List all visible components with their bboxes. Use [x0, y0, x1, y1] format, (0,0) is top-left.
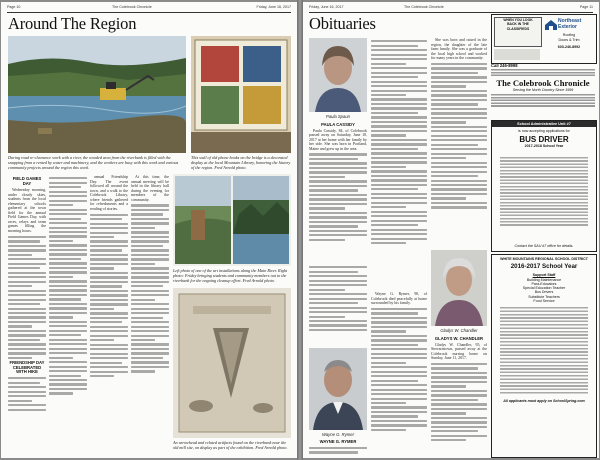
position-item: Special Education Teacher: [522, 286, 566, 291]
obituary-name-paula: PAULA CASSIDY: [321, 122, 355, 127]
right-folio: [309, 4, 593, 12]
obituary-text-paula: Paula Cassidy, 84, of Colebrook passed away on Saturday, June 10, 2017 at her home with her family by her side. She was born in Portland, Maine and grew up in the area.: [309, 128, 367, 151]
field-games-text: Wednesday morning, under cloudy skies, students from the local elementary schools gathered at the town field for the annual Field Games Day, with races, relays and team games filling the morning hours.: [8, 188, 46, 234]
classifieds-box: [494, 17, 542, 47]
bus-driver-title: BUS DRIVER: [519, 135, 569, 145]
obituary-column-2-lower: [371, 292, 427, 458]
obituary-portrait-gladys: [431, 250, 487, 326]
friendship-day-heading: FRIENDSHIP DAY CELEBRATED WITH HIKE: [9, 360, 45, 375]
obituary-text-gladys: Gladys W. Chandler, 95, of Stewartstown, passed away at the Colebrook nursing home on Sunday, June 11, 2017.: [431, 342, 487, 361]
collage-caption: Left photo of one of the art installations along the Main River. Right photo: Friday bringing students and community members out to the riverbank for the ongoing cleanup effort. Fred Arnold photo.: [173, 268, 288, 283]
bus-driver-ad: [491, 120, 597, 252]
support-staff-heading: Support Staff: [532, 273, 556, 278]
obituary-column-1-bottom: [309, 439, 367, 457]
obituary-name-wayne: WAYNE G. RYMER: [319, 439, 357, 444]
folio-page-number: Page 11: [579, 5, 593, 9]
section-title: Obituaries: [309, 14, 376, 33]
school-positions-ad: [491, 254, 597, 458]
left-text-column-2: [49, 175, 87, 455]
classifieds-banner: [494, 49, 540, 60]
folio-paper-name: The Colebrook Chronicle: [404, 5, 444, 9]
section-title: Around The Region: [8, 14, 137, 33]
obituary-column-3: [431, 38, 487, 248]
position-item: Substitute Teachers: [528, 294, 560, 299]
position-item: Bus Drivers: [534, 290, 554, 295]
northeast-line-1: Roofing: [562, 33, 576, 37]
folio-date: Friday, June 16, 2017: [256, 5, 291, 9]
obituary-continued-text: She was born and raised in the region, the daughter of the late farm family. She was a graduate of the local high school and worked for many years in the community.: [431, 38, 487, 61]
river-work-photo: [8, 36, 186, 153]
left-page: [1, 2, 297, 458]
chronicle-phone: Call 246-8998: [491, 64, 518, 68]
bus-driver-contact: Contact the SAU #7 office for details.: [514, 243, 574, 248]
positions-details: [500, 307, 588, 395]
artifacts-photo: [173, 288, 291, 438]
riverside-collage-photo: [173, 174, 291, 266]
obituary-portrait-wayne: [309, 348, 367, 430]
folio-paper-name: The Colebrook Chronicle: [112, 5, 152, 9]
obituary-column-1: [309, 122, 367, 262]
position-item: Food Service: [533, 299, 555, 304]
display-wall-photo: [191, 36, 291, 153]
northeast-exterior-ad: [491, 14, 597, 64]
position-item: Para-Educators: [531, 281, 557, 286]
folio-rule: [309, 12, 593, 13]
position-item: Building Maintenance: [526, 277, 562, 282]
classifieds-tag-1: WHEN YOU LOOK: [503, 18, 533, 22]
obituary-column-1-lower: [309, 264, 367, 346]
folio-date: Friday, June 16, 2017: [309, 5, 344, 9]
obituary-text-wayne: Wayne G. Rymer, 90, of Colebrook died peacefully at home surrounded by his family.: [371, 292, 427, 306]
obituary-column-3-lower: [431, 336, 487, 458]
obituary-name-gladys: GLADYS W. CHANDLER: [434, 336, 484, 341]
friendship-day-text: annual Friendship Day. The event followed all around the town, and a walk to the Colebrook Library, where friends gathered for refreshments and a reading of stories.: [90, 175, 128, 211]
schoolspring-notice: All applicants must apply on SchoolSpring.com: [503, 399, 585, 404]
school-year-title: 2016-2017 School Year: [510, 263, 578, 271]
northeast-phone: 603-246-8992: [557, 45, 581, 49]
right-page: [303, 2, 599, 458]
chronicle-masthead: The Colebrook Chronicle: [496, 78, 590, 89]
classifieds-tag-3: CLASSIFIEDS: [506, 26, 530, 31]
bus-driver-year: 2017-2018 School Year: [524, 144, 564, 149]
portrait-caption-wayne: Wayne G. Rymer: [321, 432, 355, 437]
left-text-column-4: [131, 175, 169, 455]
chronicle-tagline: Serving the North Country Since 1999: [512, 88, 574, 93]
northeast-line-2: Doors & Trim: [558, 38, 580, 42]
artifacts-caption: An arrowhead and related artifacts found on the riverbank near the old mill site, on display as part of the exhibition. Fred Arnold photo.: [173, 440, 288, 450]
northeast-exterior-name: Northeast Exterior: [558, 18, 582, 30]
top-photo-caption: During road re-clearance work with a river, the wooded area from the riverbank is filled with the snapping from a rented by water and machinery, and the workers are busy with this work and various community projects around the region this week.: [8, 155, 179, 170]
portrait-caption-paula: Paula Spaun: [326, 114, 350, 119]
school-district-name: WHITE MOUNTAINS REGIONAL SCHOOL DISTRICT: [500, 257, 588, 261]
sau-header: School Administrative Unit #7: [492, 121, 596, 127]
field-games-heading: FIELD GAMES DAY: [12, 176, 42, 186]
chronicle-subscription-ad: [491, 64, 595, 116]
folio-page-number: Page 10: [7, 5, 21, 9]
left-text-column-3: [90, 175, 128, 455]
classifieds-tag-2: BACK IN THE: [507, 22, 529, 27]
sau-subhead: is now accepting applications for: [518, 129, 570, 133]
folio-rule: [7, 12, 291, 13]
house-logo-icon: [544, 18, 558, 30]
bus-driver-details: [500, 157, 588, 227]
left-folio: [7, 4, 291, 12]
annual-meeting-text: At this time, the annual meeting will be held in the library hall during the evening for members of the community.: [131, 175, 169, 202]
display-wall-caption: This wall of old phone books on the bridge is a decorated display at the local Mountain Library, honoring the history of the region. Fred Arnold photo.: [191, 155, 291, 170]
portrait-caption-gladys: Gladys W. Chandler: [440, 328, 478, 333]
left-text-column-1: [8, 175, 46, 455]
obituary-portrait-paula: [309, 38, 367, 112]
obituary-column-2: [371, 38, 427, 288]
